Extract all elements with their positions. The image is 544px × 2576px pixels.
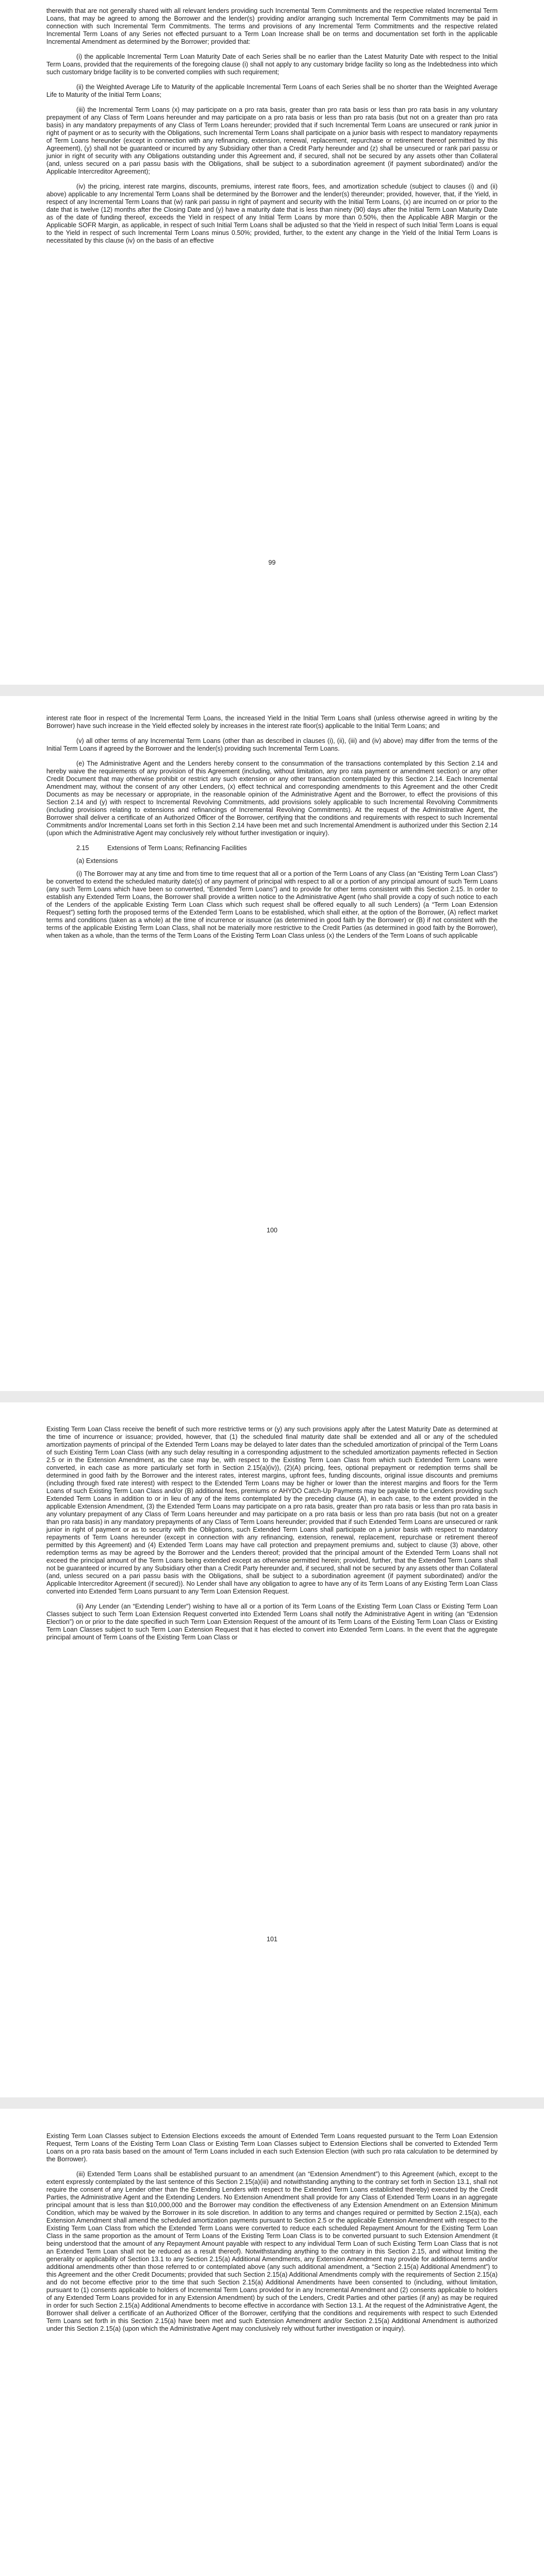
paragraph: (ii) Any Lender (an “Extending Lender”) wishing to have all or a portion of its Term Loans of the Existing Term Loan Class or Existing Term Loan Classes subject to such Term Loan Extension Request converted into Extended Term Loans shall notify the Administrative Agent in writing (an “Extension Election”) on or prior to the date specified in such Term Loan Extension Request of the amount of its Term Loans of the Existing Term Loan Class or Existing Term Loan Classes subject to such Term Loan Extension Request that it has elected to convert into Extended Term Loans. In the event that the aggregate principal amount of Term Loans of the Existing Term Loan Class or	[46, 1603, 498, 1641]
document-page-101	[0, 1402, 544, 2097]
page-number: 100	[266, 1227, 277, 1234]
sub-heading: (a) Extensions	[76, 857, 118, 865]
page-separator	[0, 1391, 544, 1402]
document-page-102	[0, 2109, 544, 2576]
page-separator	[0, 685, 544, 696]
paragraph: (i) The Borrower may at any time and from time to time request that all or a portion of the Term Loans of any Class (an “Existing Term Loan Class”) be converted to extend the scheduled maturity date(s) of any payment of principal with respect to all or a portion of any principal amount of such Term Loans (any such Term Loans which have been so converted, “Extended Term Loans”) and to provide for other terms consistent with this Section 2.15. In order to establish any Extended Term Loans, the Borrower shall provide a written notice to the Administrative Agent (who shall provide a copy of such notice to each of the Lenders of the applicable Existing Term Loan Class which such request shall be offered equally to all such Lenders) (a “Term Loan Extension Request”) setting forth the proposed terms of the Extended Term Loans to be established, which shall either, at the option of the Borrower, (A) reflect market terms and conditions (taken as a whole) at the time of incurrence or issuance (as determined in good faith by the Borrower) or (B) if not consistent with the terms of the applicable Existing Term Loan Class, shall not be materially more restrictive to the Credit Parties (as determined in good faith by the Borrower), when taken as a whole, than the terms of the Term Loans of the Existing Term Loan Class unless (x) the Lenders of the Term Loans of such applicable	[46, 870, 498, 939]
paragraph: (v) all other terms of any Incremental Term Loans (other than as described in clauses (i), (ii), (iii) and (iv) above) may differ from the terms of the Initial Term Loans if agreed by the Borrower and the lender(s) providing such Incremental Term Loans.	[46, 737, 498, 752]
page-number: 99	[268, 559, 276, 566]
paragraph: (ii) the Weighted Average Life to Maturity of the applicable Incremental Term Loans of each Series shall be no shorter than the Weighted Average Life to Maturity of the Initial Term Loans;	[46, 83, 498, 98]
paragraph: (i) the applicable Incremental Term Loan Maturity Date of each Series shall be no earlier than the Latest Maturity Date with respect to the Initial Term Loans, provided that the requirements of the foregoing clause (i) shall not apply to any customary bridge facility so long as the Indebtedness into which such customary bridge facility is to be converted complies with such requirement;	[46, 53, 498, 76]
section-title: Extensions of Term Loans; Refinancing Facilities	[107, 844, 247, 852]
page-number: 101	[266, 1936, 277, 1943]
paragraph: Existing Term Loan Class receive the benefit of such more restrictive terms or (y) any such provisions apply after the Latest Maturity Date as determined at the time of incurrence or issuance; provided, however, that (1) the scheduled final maturity date shall be extended and all or any of the scheduled amortization payments of principal of the Extended Term Loans may be delayed to later dates than the scheduled amortization of principal of the Term Loans of such Existing Term Loan Class (with any such delay resulting in a corresponding adjustment to the scheduled amortization payments reflected in Section 2.5 or in the Extension Amendment, as the case may be, with respect to the Existing Term Loan Class from which such Extended Term Loans were converted, in each case as more particularly set forth in Section 2.15(a)(iv)), (2)(A) pricing, fees, optional prepayment or redemption terms shall be determined in good faith by the Borrower and the interest rates, interest margins, upfront fees, funding discounts, original issue discounts and premiums (including through fixed rate interest) with respect to the Extended Term Loans may be higher or lower than the interest margins and floors for the Term Loans of such Existing Term Loan Class and/or (B) additional fees, premiums or AHYDO Catch-Up Payments may be payable to the Lenders providing such Extended Term Loans in addition to or in lieu of any of the items contemplated by the preceding clause (A), in each case, to the extent provided in the applicable Extension Amendment, (3) the Extended Term Loans may participate on a pro rata basis, greater than pro rata basis or less than pro rata basis in any voluntary prepayment of any Class of Term Loans hereunder and may participate on a pro rata basis or less than pro rata basis (but not on a greater than pro rata basis) in any mandatory prepayments of any Class of Term Loans hereunder; provided that if such Extended Term Loans are unsecured or rank junior in right of payment or as to security with the Obligations, such Extended Term Loans shall participate on a junior basis with respect to mandatory repayments of Term Loans hereunder (except in connection with any refinancing, extension, renewal, replacement, repurchase or retirement thereof permitted by this Agreement) and (4) Extended Term Loans may have call protection and prepayment premiums and, subject to clause (3) above, other redemption terms as may be agreed by the Borrower and the Lenders thereof; provided that the principal amount of the Extended Term Loans shall not exceed the principal amount of the Term Loans being extended except as otherwise permitted herein; provided, further, that the Extended Term Loans shall not be guaranteed or incurred by any Subsidiary other than a Credit Party hereunder and, if secured, shall not be secured by any assets other than Collateral (and, unless secured on a pari passu basis with the Obligations, shall be subject to a subordination agreement (if payment subordinated) and/or the Applicable Intercreditor Agreement (if secured)). No Lender shall have any obligation to agree to have any of its Term Loans of any Existing Term Loan Class converted into Extended Term Loans pursuant to any Term Loan Extension Request.	[46, 1426, 498, 1595]
paragraph: (iii) the Incremental Term Loans (x) may participate on a pro rata basis, greater than pro rata basis or less than pro rata basis in any voluntary prepayment of any Class of Term Loans hereunder and may participate on a pro rata basis or less than pro rata basis (but not on a greater than pro rata basis) in any mandatory prepayments of any Class of Term Loans hereunder; provided that if such Incremental Term Loans are unsecured or rank junior in right of payment or as to security with the Obligations, such Incremental Term Loans shall participate on a junior basis with respect to mandatory repayments of Term Loans hereunder (except in connection with any refinancing, extension, renewal, replacement, repurchase or retirement thereof permitted by this Agreement), (y) shall not be guaranteed or incurred by any Subsidiary other than a Credit Party hereunder and (z) shall be unsecured or rank pari passu or junior in right of security with any Obligations outstanding under this Agreement and, if secured, shall not be secured by any assets other than Collateral (and, unless secured on a pari passu basis with the Obligations, shall be subject to a subordination agreement (if payment subordinated) and/or the Applicable Intercreditor Agreement);	[46, 106, 498, 175]
paragraph: (iii) Extended Term Loans shall be established pursuant to an amendment (an “Extension Amendment”) to this Agreement (which, except to the extent expressly contemplated by the last sentence of this Section 2.15(a)(iii) and notwithstanding anything to the contrary set forth in Section 13.1, shall not require the consent of any Lender other than the Extending Lenders with respect to the Extended Term Loans established thereby) executed by the Credit Parties, the Administrative Agent and the Extending Lenders. No Extension Amendment shall provide for any Class of Extended Term Loans in an aggregate principal amount that is less than $10,000,000 and the Borrower may condition the effectiveness of any Extension Amendment on an Extension Minimum Condition, which may be waived by the Borrower in its sole discretion. In addition to any terms and changes required or permitted by Section 2.15(a), each Extension Amendment shall amend the scheduled amortization payments pursuant to Section 2.5 or the applicable Extension Amendment with respect to the Existing Term Loan Class from which the Extended Term Loans were converted to reduce each scheduled Repayment Amount for the Existing Term Loan Class in the same proportion as the amount of Term Loans of the Existing Term Loan Class is to be converted pursuant to such Extension Amendment (it being understood that the amount of any Repayment Amount payable with respect to any individual Term Loan of such Existing Term Loan Class that is not an Extended Term Loan shall not be reduced as a result thereof). Notwithstanding anything to the contrary in this Section 2.15, and without limiting the generality or applicability of Section 13.1 to any Section 2.15(a) Additional Amendments, any Extension Amendment may provide for additional terms and/or additional amendments other than those referred to or contemplated above (any such additional amendment, a “Section 2.15(a) Additional Amendment”) to this Agreement and the other Credit Documents; provided that such Section 2.15(a) Additional Amendments comply with the requirements of Section 2.15(a) and do not become effective prior to the time that such Section 2.15(a) Additional Amendments have been consented to (including, without limitation, pursuant to (1) consents applicable to holders of Incremental Term Loans provided for in any Incremental Amendment and (2) consents applicable to holders of any Extended Term Loans provided for in any Extension Amendment) by such of the Lenders, Credit Parties and other parties (if any) as may be required in order for such Section 2.15(a) Additional Amendments to become effective in accordance with Section 13.1. At the request of the Administrative Agent, the Borrower shall deliver a certificate of an Authorized Officer of the Borrower, certifying that the conditions and requirements with respect to such Extended Term Loans set forth in this Section 2.15(a) have been met and such Extension Amendment and/or Section 2.15(a) Additional Amendment is authorized under this Section 2.15(a) (upon which the Administrative Agent may conclusively rely without further investigation or inquiry).	[46, 2171, 498, 2332]
paragraph: (e) The Administrative Agent and the Lenders hereby consent to the consummation of the transactions contemplated by this Section 2.14 and hereby waive the requirements of any provision of this Agreement (including, without limitation, any pro rata payment or amendment section) or any other Credit Document that may otherwise prohibit or restrict any such extension or any other transaction contemplated by this Section 2.14. Each Incremental Amendment may, without the consent of any other Lenders, (x) effect technical and corresponding amendments to this Agreement and the other Credit Documents as may be necessary or appropriate, in the reasonable opinion of the Administrative Agent and the Borrower, to effect the provisions of this Section 2.14 and (y) with respect to Incremental Revolving Commitments, add provisions solely applicable to such Incremental Revolving Commitments (including provisions relating to extensions and refinancings of Incremental Revolving Commitments). At the request of the Administrative Agent, the Borrower shall deliver a certificate of an Authorized Officer of the Borrower, certifying that the conditions and requirements with respect to such Incremental Commitments and/or Incremental Loans set forth in this Section 2.14 have been met and such Incremental Amendment is authorized under this Section 2.14 (upon which the Administrative Agent may conclusively rely without further investigation or inquiry).	[46, 760, 498, 837]
page-separator	[0, 2097, 544, 2109]
document-page-99	[0, 0, 544, 685]
paragraph: (iv) the pricing, interest rate margins, discounts, premiums, interest rate floors, fees, and amortization schedule (subject to clauses (i) and (ii) above) applicable to any Incremental Term Loans shall be determined by the Borrower and the lender(s) thereunder; provided, however, that, if the Yield, in respect of any Incremental Term Loans that (w) rank pari passu in right of payment and security with the Initial Term Loans, (x) are incurred on or prior to the date that is twelve (12) months after the Closing Date and (y) have a maturity date that is less than ninety (90) days after the Initial Term Loan Maturity Date as of the date of funding thereof, exceeds the Yield in respect of any Initial Term Loans by more than 0.50%, then the Applicable ABR Margin or the Applicable SOFR Margin, as applicable, in respect of such Initial Term Loans shall be adjusted so that the Yield in respect of such Initial Term Loans is equal to the Yield in respect of such Incremental Term Loans minus 0.50%; provided, further, to the extent any change in the Yield of the Initial Term Loans is necessitated by this clause (iv) on the basis of an effective	[46, 183, 498, 244]
section-number: 2.15	[76, 844, 89, 852]
paragraph: Existing Term Loan Classes subject to Extension Elections exceeds the amount of Extended Term Loans requested pursuant to the Term Loan Extension Request, Term Loans of the Existing Term Loan Class or Existing Term Loan Classes subject to Extension Elections shall be converted to Extended Term Loans on a pro rata basis based on the amount of Term Loans included in each such Extension Election (with such pro rata calculation to be determined by the Borrower).	[46, 2132, 498, 2163]
paragraph: interest rate floor in respect of the Incremental Term Loans, the increased Yield in the Initial Term Loans shall (unless otherwise agreed in writing by the Borrower) have such increase in the Yield effected solely by increases in the interest rate floor(s) applicable to the Initial Term Loans; and	[46, 715, 498, 730]
paragraph: therewith that are not generally shared with all relevant lenders providing such Incremental Term Commitments and the respective related Incremental Term Loans, that may be agreed to among the Borrower and the lender(s) providing and/or arranging such Incremental Term Commitments may be paid in connection with such Incremental Term Commitments. The terms and provisions of any Incremental Term Commitments and the respective related Incremental Term Loans of any Series not effected pursuant to a Term Loan Increase shall be on terms and documentation set forth in the applicable Incremental Amendment as determined by the Borrower; provided that:	[46, 7, 498, 45]
document-page-100	[0, 696, 544, 1391]
section-heading	[46, 844, 498, 852]
